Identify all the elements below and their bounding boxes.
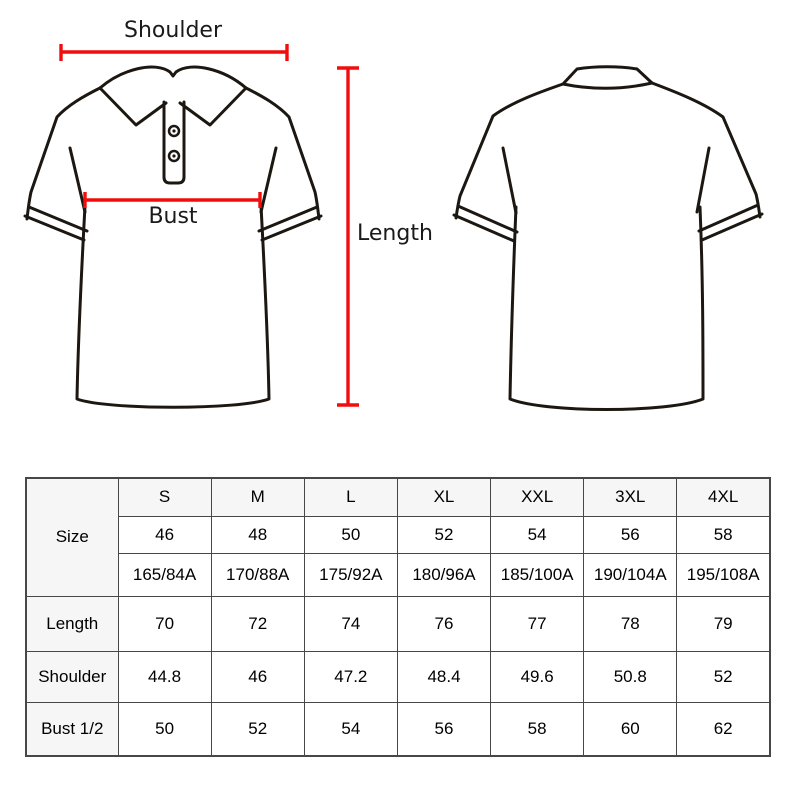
front-left-cuff-lines: [25, 207, 87, 240]
column-header-s: S: [118, 478, 211, 516]
row-label-shoulder: Shoulder: [26, 651, 118, 702]
shoulder-value-cell: 48.4: [397, 651, 490, 702]
front-placket: [164, 102, 184, 183]
row-label-size: Size: [26, 478, 118, 596]
bust-value-cell: 58: [491, 702, 584, 756]
column-header-m: M: [211, 478, 304, 516]
back-left-sleeve-outline: [456, 84, 563, 218]
height-size-cell: 185/100A: [491, 553, 584, 596]
size-code-cell: 48: [211, 516, 304, 553]
back-left-cuff-lines: [454, 206, 517, 241]
front-collar-right-flap: [180, 88, 246, 125]
row-label-length: Length: [26, 596, 118, 651]
column-header-l: L: [304, 478, 397, 516]
shoulder-row: [26, 651, 770, 702]
height-size-cell: 180/96A: [397, 553, 490, 596]
length-row: [26, 596, 770, 651]
height-size-cell: 170/88A: [211, 553, 304, 596]
back-right-cuff-lines: [699, 205, 762, 240]
bust-measure-label: Bust: [148, 204, 198, 229]
shoulder-value-cell: 49.6: [491, 651, 584, 702]
size-code-cell: 50: [304, 516, 397, 553]
size-code-cell: 56: [584, 516, 677, 553]
height-size-row: [26, 553, 770, 596]
shoulder-value-cell: 44.8: [118, 651, 211, 702]
length-value-cell: 79: [677, 596, 770, 651]
size-code-cell: 46: [118, 516, 211, 553]
size-code-cell: 58: [677, 516, 770, 553]
front-left-sleeve-inner: [70, 148, 85, 212]
height-size-cell: 190/104A: [584, 553, 677, 596]
placket-buttons: [169, 126, 179, 161]
height-size-cell: 175/92A: [304, 553, 397, 596]
back-collar-band: [563, 67, 652, 89]
front-body-outline: [77, 206, 269, 407]
table-header-row: [26, 478, 770, 516]
length-value-cell: 77: [491, 596, 584, 651]
bust-value-cell: 50: [118, 702, 211, 756]
size-chart-table: [25, 477, 771, 757]
column-header-xl: XL: [397, 478, 490, 516]
height-size-cell: 165/84A: [118, 553, 211, 596]
front-collar-left-flap: [100, 88, 166, 125]
shoulder-value-cell: 50.8: [584, 651, 677, 702]
shoulder-value-cell: 52: [677, 651, 770, 702]
length-value-cell: 74: [304, 596, 397, 651]
back-body-outline: [510, 207, 703, 410]
row-label-bust-half: Bust 1/2: [26, 702, 118, 756]
length-value-cell: 78: [584, 596, 677, 651]
size-code-cell: 54: [491, 516, 584, 553]
length-measure-line: [337, 68, 359, 405]
column-header-4xl: 4XL: [677, 478, 770, 516]
length-value-cell: 72: [211, 596, 304, 651]
back-right-sleeve-outline: [652, 83, 760, 217]
shoulder-measure-line: [61, 44, 287, 61]
shoulder-value-cell: 47.2: [304, 651, 397, 702]
front-right-sleeve-inner: [261, 148, 276, 212]
length-measure-label: Length: [357, 221, 433, 246]
polo-back-view: [454, 67, 762, 410]
column-header-xxl: XXL: [491, 478, 584, 516]
column-header-3xl: 3XL: [584, 478, 677, 516]
back-left-sleeve-inner: [503, 148, 516, 213]
length-value-cell: 70: [118, 596, 211, 651]
shoulder-value-cell: 46: [211, 651, 304, 702]
bust-value-cell: 60: [584, 702, 677, 756]
bust-value-cell: 54: [304, 702, 397, 756]
bust-value-cell: 56: [397, 702, 490, 756]
front-right-cuff-lines: [259, 207, 321, 240]
bust-value-cell: 62: [677, 702, 770, 756]
front-collar-top: [100, 67, 246, 88]
size-code-row: [26, 516, 770, 553]
length-value-cell: 76: [397, 596, 490, 651]
height-size-cell: 195/108A: [677, 553, 770, 596]
polo-front-view: [25, 67, 321, 407]
back-right-sleeve-inner: [697, 148, 709, 212]
shoulder-measure-label: Shoulder: [124, 18, 222, 43]
bust-value-cell: 52: [211, 702, 304, 756]
size-code-cell: 52: [397, 516, 490, 553]
bust-row: [26, 702, 770, 756]
